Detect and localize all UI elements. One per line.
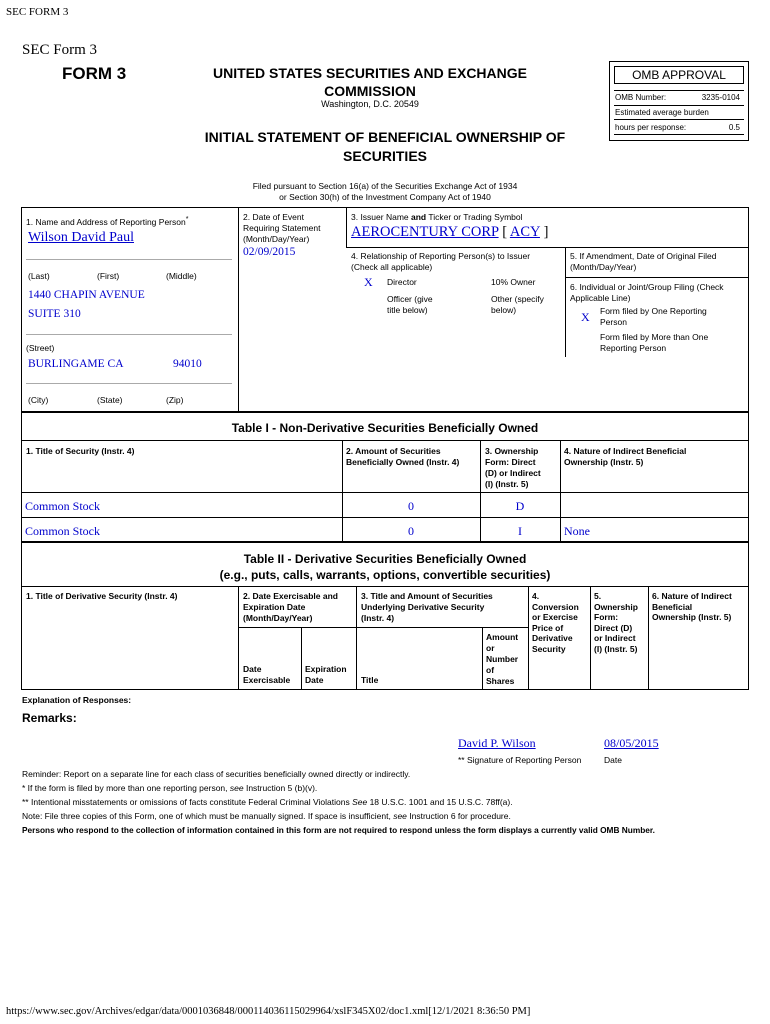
ticker-bracket-close: ] — [543, 224, 549, 240]
table2-expiration-line2: Date — [305, 675, 324, 685]
amendment-label — [570, 251, 716, 273]
footnote-2 — [22, 797, 513, 807]
director-check-mark: X — [364, 275, 373, 289]
table1-col-nature-line2: Ownership (Instr. 5) — [564, 457, 644, 467]
agency-name — [200, 64, 540, 100]
footnote-1-see: see — [229, 783, 244, 793]
explanation-of-responses: Explanation of Responses: — [22, 695, 132, 705]
table2-title-line2: (e.g., puts, calls, warrants, options, convertible securities) — [219, 568, 551, 582]
other-label-line1: Other (specify — [491, 294, 544, 304]
table2-col-dates — [243, 591, 338, 624]
table2-amount-line4: of — [486, 665, 495, 675]
table-row-2-amount: 0 — [408, 524, 414, 538]
omb-burden-value: 0.5 — [728, 123, 740, 132]
more-reporting-label — [600, 332, 708, 354]
table2-title-line1: Table II - Derivative Securities Beneficially Owned — [243, 552, 527, 566]
table2-conversion-line6: Security — [532, 643, 566, 654]
omb-burden-line1: Estimated average burden — [615, 108, 709, 117]
print-page-title: SEC FORM 3 — [6, 6, 69, 18]
sec-form-label: SEC Form 3 — [22, 42, 98, 58]
table-row-1-amount: 0 — [408, 499, 414, 513]
table2-ownership-line5: or Indirect — [594, 633, 636, 643]
omb-title: OMB APPROVAL — [614, 66, 744, 84]
middle-label: (Middle) — [166, 271, 197, 281]
issuer-name-ticker — [351, 224, 548, 241]
officer-label — [387, 294, 433, 316]
zip-label: (Zip) — [166, 395, 184, 405]
form-label: FORM 3 — [62, 64, 127, 83]
issuer-name-link[interactable]: AEROCENTURY CORP — [351, 224, 499, 240]
table2-expiration-line1: Expiration — [305, 664, 347, 674]
table2-date-exercisable-line1: Date — [243, 664, 262, 674]
footnote-3 — [22, 811, 511, 821]
table-row-2-nature: None — [564, 524, 590, 538]
table-row-2-title: Common Stock — [25, 524, 101, 538]
issuer-label-pre: 3. Issuer Name — [351, 212, 411, 222]
table1-col-form-line4: (I) (Instr. 5) — [485, 479, 529, 489]
table2-ownership-line6: (I) (Instr. 5) — [594, 643, 638, 654]
table2-ownership-line4: Direct (D) — [594, 622, 633, 633]
table2-nature-line1: 6. Nature of Indirect — [652, 591, 732, 601]
reporting-person-label — [26, 215, 188, 227]
city-label: (City) — [28, 395, 49, 405]
table2-col-underlying — [361, 591, 493, 624]
table2-amount-line2: or — [486, 643, 495, 653]
table-row-1-title: Common Stock — [25, 499, 101, 513]
amendment-label-line2: (Month/Day/Year) — [570, 262, 637, 272]
signature-date-label: Date — [604, 755, 622, 765]
table2-date-exercisable-line2: Exercisable — [243, 675, 291, 685]
agency-line2: COMMISSION — [324, 83, 416, 99]
omb-number-label: OMB Number: — [615, 93, 667, 102]
first-label: (First) — [97, 271, 120, 281]
group-filing-label-line1: 6. Individual or Joint/Group Filing (Check — [570, 282, 724, 292]
footnote-1-pre: * If the form is filed by more than one reporting person, — [22, 783, 230, 793]
table2-conversion-line5: Derivative — [532, 633, 573, 643]
table2-underlying-line2: Underlying Derivative Security — [361, 602, 485, 612]
reporting-person-label-text: 1. Name and Address of Reporting Person — [26, 216, 186, 227]
footnote-3-see: see — [393, 811, 407, 821]
footnote-2-pre: ** Intentional misstatements or omissions of facts constitute Federal Criminal Violations — [22, 797, 353, 807]
relationship-label — [351, 251, 530, 273]
table2-nature-line3: Ownership (Instr. 5) — [652, 612, 732, 622]
table2-conversion-line1: 4. — [532, 591, 540, 601]
table1-col-ownership-form — [485, 446, 541, 490]
event-date-label-line3: (Month/Day/Year) — [243, 234, 310, 244]
reporting-person-name[interactable]: Wilson David Paul — [28, 230, 134, 245]
zip-value: 94010 — [173, 358, 202, 370]
filed-pursuant — [170, 181, 600, 203]
filed-line2: or Section 30(h) of the Investment Company Act of 1940 — [279, 192, 491, 202]
issuer-ticker-link[interactable]: ACY — [509, 224, 540, 240]
one-reporting-line2: Person — [600, 317, 627, 327]
table2-col-nature — [652, 591, 732, 623]
title-line1: INITIAL STATEMENT OF BENEFICIAL OWNERSHIP OF — [204, 129, 566, 145]
event-date-label-line2: Requiring Statement — [243, 223, 321, 233]
table1-col-form-line3: (D) or Indirect — [485, 468, 541, 478]
table2-title — [21, 551, 749, 583]
group-filing-label-line2: Applicable Line) — [570, 293, 631, 303]
table2-col-ownership-form — [594, 591, 638, 654]
city-state-value: BURLINGAME CA — [28, 358, 124, 370]
table1-col-form-line1: 3. Ownership — [485, 446, 539, 456]
table2-amount-line1: Amount — [486, 632, 519, 642]
table2-ownership-line1: 5. — [594, 591, 602, 601]
table2-amount-line3: Number — [486, 654, 519, 664]
table1-col-nature-line1: 4. Nature of Indirect Beneficial — [564, 446, 687, 456]
table1-col-amount — [346, 446, 459, 468]
director-label: Director — [387, 277, 417, 287]
table2-col-expiration-date — [305, 664, 347, 686]
reporting-person-asterisk: * — [185, 215, 189, 223]
footnote-2-see: See — [352, 797, 368, 807]
table1-col-title: 1. Title of Security (Instr. 4) — [26, 446, 135, 456]
table2-amount-line5: Shares — [486, 676, 515, 686]
street-line2: SUITE 310 — [28, 308, 81, 320]
signature-date: 08/05/2015 — [604, 736, 659, 750]
table2-ownership-line2: Ownership — [594, 601, 638, 612]
table2-col-dates-line1: 2. Date Exercisable and — [243, 591, 338, 601]
table2-conversion-line4: Price of — [532, 622, 564, 633]
more-reporting-line2: Reporting Person — [600, 343, 667, 353]
issuer-label — [351, 212, 523, 222]
group-filing-label — [570, 282, 724, 304]
officer-label-line2: title below) — [387, 305, 428, 315]
persons-respond-note: Persons who respond to the collection of information contained in this form are not required to respond unless the form displays a currently valid OMB Number. — [22, 825, 655, 835]
agency-location: Washington, D.C. 20549 — [321, 99, 419, 109]
table2-col-conversion — [532, 591, 579, 654]
table2-col-dates-line3: (Month/Day/Year) — [243, 613, 313, 623]
issuer-label-post: Ticker or Trading Symbol — [426, 212, 523, 222]
event-date-label-line1: 2. Date of Event — [243, 212, 304, 222]
state-label: (State) — [97, 395, 123, 405]
event-date-label — [243, 212, 321, 245]
relationship-label-line1: 4. Relationship of Reporting Person(s) to Issuer — [351, 251, 531, 261]
table-row-1-form: D — [515, 499, 525, 513]
street-label: (Street) — [26, 343, 55, 353]
ticker-bracket-open: [ — [502, 224, 508, 240]
table2-conversion-line2: Conversion — [532, 601, 579, 612]
table2-underlying-line1: 3. Title and Amount of Securities — [361, 591, 493, 601]
more-reporting-line1: Form filed by More than One — [600, 332, 709, 342]
last-label: (Last) — [28, 271, 50, 281]
table2-ownership-line3: Form: — [594, 612, 619, 622]
footnote-2-post: 18 U.S.C. 1001 and 15 U.S.C. 78ff(a). — [367, 797, 513, 807]
officer-label-line1: Officer (give — [387, 294, 433, 304]
footnote-3-post: Instruction 6 for procedure. — [406, 811, 511, 821]
table1-col-nature — [564, 446, 686, 468]
omb-number-value: 3235-0104 — [701, 93, 740, 102]
table2-col-title: 1. Title of Derivative Security (Instr. 4) — [26, 591, 178, 601]
omb-approval-box — [609, 61, 749, 141]
table2-conversion-line3: or Exercise — [532, 612, 578, 622]
signature-name: David P. Wilson — [458, 736, 536, 750]
event-date-value: 02/09/2015 — [243, 246, 296, 258]
table2-col-amount-shares — [486, 632, 518, 687]
footnote-1-post: Instruction 5 (b)(v). — [243, 783, 318, 793]
title-line2: SECURITIES — [342, 148, 427, 164]
footnote-3-pre: Note: File three copies of this Form, one of which must be manually signed. If space is insufficient, — [22, 811, 394, 821]
one-reporting-label — [600, 306, 707, 328]
table1-title: Table I - Non-Derivative Securities Beneficially Owned — [231, 421, 539, 435]
table1-col-amount-line2: Beneficially Owned (Instr. 4) — [346, 457, 460, 467]
issuer-label-and: and — [411, 212, 427, 222]
table-row-2-form: I — [518, 524, 522, 538]
signature-label: ** Signature of Reporting Person — [458, 755, 582, 765]
reminder-note: Reminder: Report on a separate line for each class of securities beneficially owned directly or indirectly. — [22, 769, 411, 779]
table1-col-form-line2: Form: Direct — [485, 457, 536, 467]
omb-burden-line2: hours per response: — [615, 123, 687, 132]
one-reporting-check-mark: X — [581, 310, 590, 324]
one-reporting-line1: Form filed by One Reporting — [600, 306, 707, 316]
street-line1: 1440 CHAPIN AVENUE — [28, 289, 145, 301]
footnote-1 — [22, 783, 317, 793]
ten-percent-owner-label: 10% Owner — [491, 277, 536, 287]
table2-col-underlying-title: Title — [361, 675, 379, 685]
agency-line1: UNITED STATES SECURITIES AND EXCHANGE — [213, 65, 527, 81]
form-title — [170, 128, 600, 166]
table1-col-amount-line1: 2. Amount of Securities — [346, 446, 441, 456]
other-label-line2: below) — [491, 305, 517, 315]
other-label — [491, 294, 544, 316]
amendment-label-line1: 5. If Amendment, Date of Original Filed — [570, 251, 717, 261]
table2-nature-line2: Beneficial — [652, 601, 693, 612]
remarks-label: Remarks: — [22, 711, 77, 725]
table2-underlying-line3: (Instr. 4) — [361, 613, 395, 623]
table2-col-dates-line2: Expiration Date — [243, 602, 306, 612]
print-footer-url: https://www.sec.gov/Archives/edgar/data/0001036848/000114036115029964/xslF345X02/doc1.xml[12/1/2021 8:36:50 PM] — [6, 1006, 531, 1017]
filed-line1: Filed pursuant to Section 16(a) of the Securities Exchange Act of 1934 — [252, 181, 518, 191]
relationship-label-line2: (Check all applicable) — [351, 262, 433, 272]
table2-col-date-exercisable — [243, 664, 290, 686]
